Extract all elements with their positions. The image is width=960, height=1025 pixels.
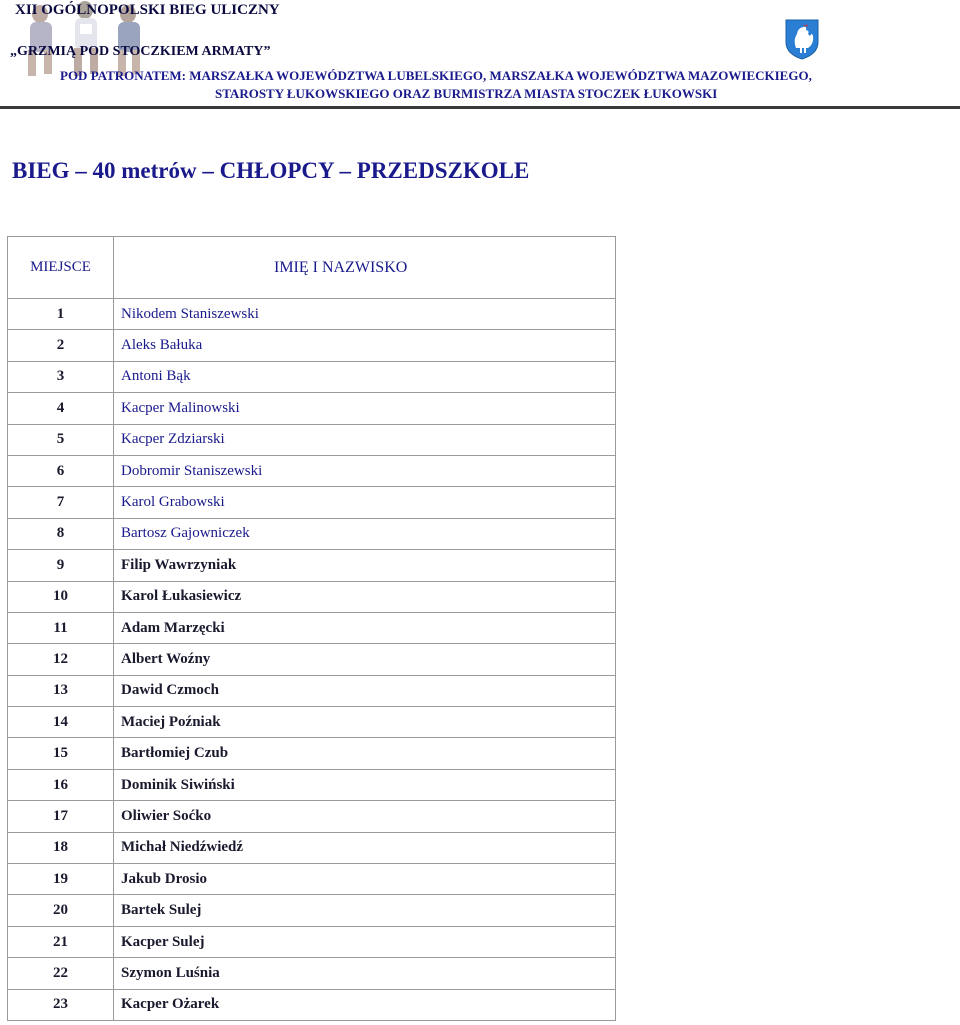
name-cell: Kacper Malinowski bbox=[114, 393, 616, 424]
table-row bbox=[8, 330, 616, 361]
table-row bbox=[8, 612, 616, 643]
place-cell: 18 bbox=[8, 832, 114, 863]
table-row bbox=[8, 644, 616, 675]
table-row bbox=[8, 299, 616, 330]
name-cell: Dawid Czmoch bbox=[114, 675, 616, 706]
place-cell: 8 bbox=[8, 518, 114, 549]
name-cell: Adam Marzęcki bbox=[114, 612, 616, 643]
name-cell: Jakub Drosio bbox=[114, 864, 616, 895]
results-table bbox=[7, 236, 616, 1021]
place-cell: 5 bbox=[8, 424, 114, 455]
name-cell: Nikodem Staniszewski bbox=[114, 299, 616, 330]
place-cell: 16 bbox=[8, 769, 114, 800]
patronage-line-1: POD PATRONATEM: MARSZAŁKA WOJEWÓDZTWA LUBELSKIEGO, MARSZAŁKA WOJEWÓDZTWA MAZOWIECKIEGO, bbox=[60, 68, 812, 83]
table-row bbox=[8, 393, 616, 424]
page-title: BIEG – 40 metrów – CHŁOPCY – PRZEDSZKOLE bbox=[12, 158, 530, 183]
header-place: MIEJSCE bbox=[8, 237, 114, 299]
name-cell: Karol Łukasiewicz bbox=[114, 581, 616, 612]
table-row bbox=[8, 769, 616, 800]
table-row bbox=[8, 926, 616, 957]
table-row bbox=[8, 801, 616, 832]
table-row bbox=[8, 675, 616, 706]
name-cell: Szymon Luśnia bbox=[114, 958, 616, 989]
table-row bbox=[8, 581, 616, 612]
table-row bbox=[8, 707, 616, 738]
name-cell: Maciej Poźniak bbox=[114, 707, 616, 738]
name-cell: Albert Woźny bbox=[114, 644, 616, 675]
place-cell: 21 bbox=[8, 926, 114, 957]
name-cell: Aleks Bałuka bbox=[114, 330, 616, 361]
coat-of-arms-rooster-icon bbox=[784, 18, 820, 60]
event-title-line: XII OGÓLNOPOLSKI BIEG ULICZNY bbox=[15, 2, 280, 18]
name-cell: Oliwier Soćko bbox=[114, 801, 616, 832]
place-cell: 6 bbox=[8, 455, 114, 486]
place-cell: 13 bbox=[8, 675, 114, 706]
place-cell: 9 bbox=[8, 550, 114, 581]
table-row bbox=[8, 864, 616, 895]
place-cell: 20 bbox=[8, 895, 114, 926]
place-cell: 14 bbox=[8, 707, 114, 738]
place-cell: 19 bbox=[8, 864, 114, 895]
table-header-row bbox=[8, 237, 616, 299]
place-cell: 7 bbox=[8, 487, 114, 518]
table-row bbox=[8, 550, 616, 581]
name-cell: Kacper Ożarek bbox=[114, 989, 616, 1020]
place-cell: 4 bbox=[8, 393, 114, 424]
table-row bbox=[8, 424, 616, 455]
event-subtitle-line: „GRZMIĄ POD STOCZKIEM ARMATY” bbox=[10, 44, 271, 59]
patronage-line-2: STAROSTY ŁUKOWSKIEGO ORAZ BURMISTRZA MIASTA STOCZEK ŁUKOWSKI bbox=[215, 86, 718, 101]
table-row bbox=[8, 361, 616, 392]
place-cell: 3 bbox=[8, 361, 114, 392]
name-cell: Kacper Zdziarski bbox=[114, 424, 616, 455]
header-name: IMIĘ I NAZWISKO bbox=[114, 237, 616, 299]
table-row bbox=[8, 455, 616, 486]
table-row bbox=[8, 895, 616, 926]
table-row bbox=[8, 738, 616, 769]
table-row bbox=[8, 487, 616, 518]
table-row bbox=[8, 958, 616, 989]
place-cell: 12 bbox=[8, 644, 114, 675]
name-cell: Bartosz Gajowniczek bbox=[114, 518, 616, 549]
place-cell: 1 bbox=[8, 299, 114, 330]
table-row bbox=[8, 989, 616, 1020]
table-row bbox=[8, 518, 616, 549]
place-cell: 17 bbox=[8, 801, 114, 832]
name-cell: Bartłomiej Czub bbox=[114, 738, 616, 769]
name-cell: Dominik Siwiński bbox=[114, 769, 616, 800]
name-cell: Michał Niedźwiedź bbox=[114, 832, 616, 863]
name-cell: Kacper Sulej bbox=[114, 926, 616, 957]
header-divider bbox=[0, 106, 960, 109]
place-cell: 10 bbox=[8, 581, 114, 612]
name-cell: Karol Grabowski bbox=[114, 487, 616, 518]
place-cell: 22 bbox=[8, 958, 114, 989]
name-cell: Antoni Bąk bbox=[114, 361, 616, 392]
name-cell: Filip Wawrzyniak bbox=[114, 550, 616, 581]
place-cell: 23 bbox=[8, 989, 114, 1020]
place-cell: 15 bbox=[8, 738, 114, 769]
place-cell: 11 bbox=[8, 612, 114, 643]
table-row bbox=[8, 832, 616, 863]
name-cell: Dobromir Staniszewski bbox=[114, 455, 616, 486]
place-cell: 2 bbox=[8, 330, 114, 361]
name-cell: Bartek Sulej bbox=[114, 895, 616, 926]
